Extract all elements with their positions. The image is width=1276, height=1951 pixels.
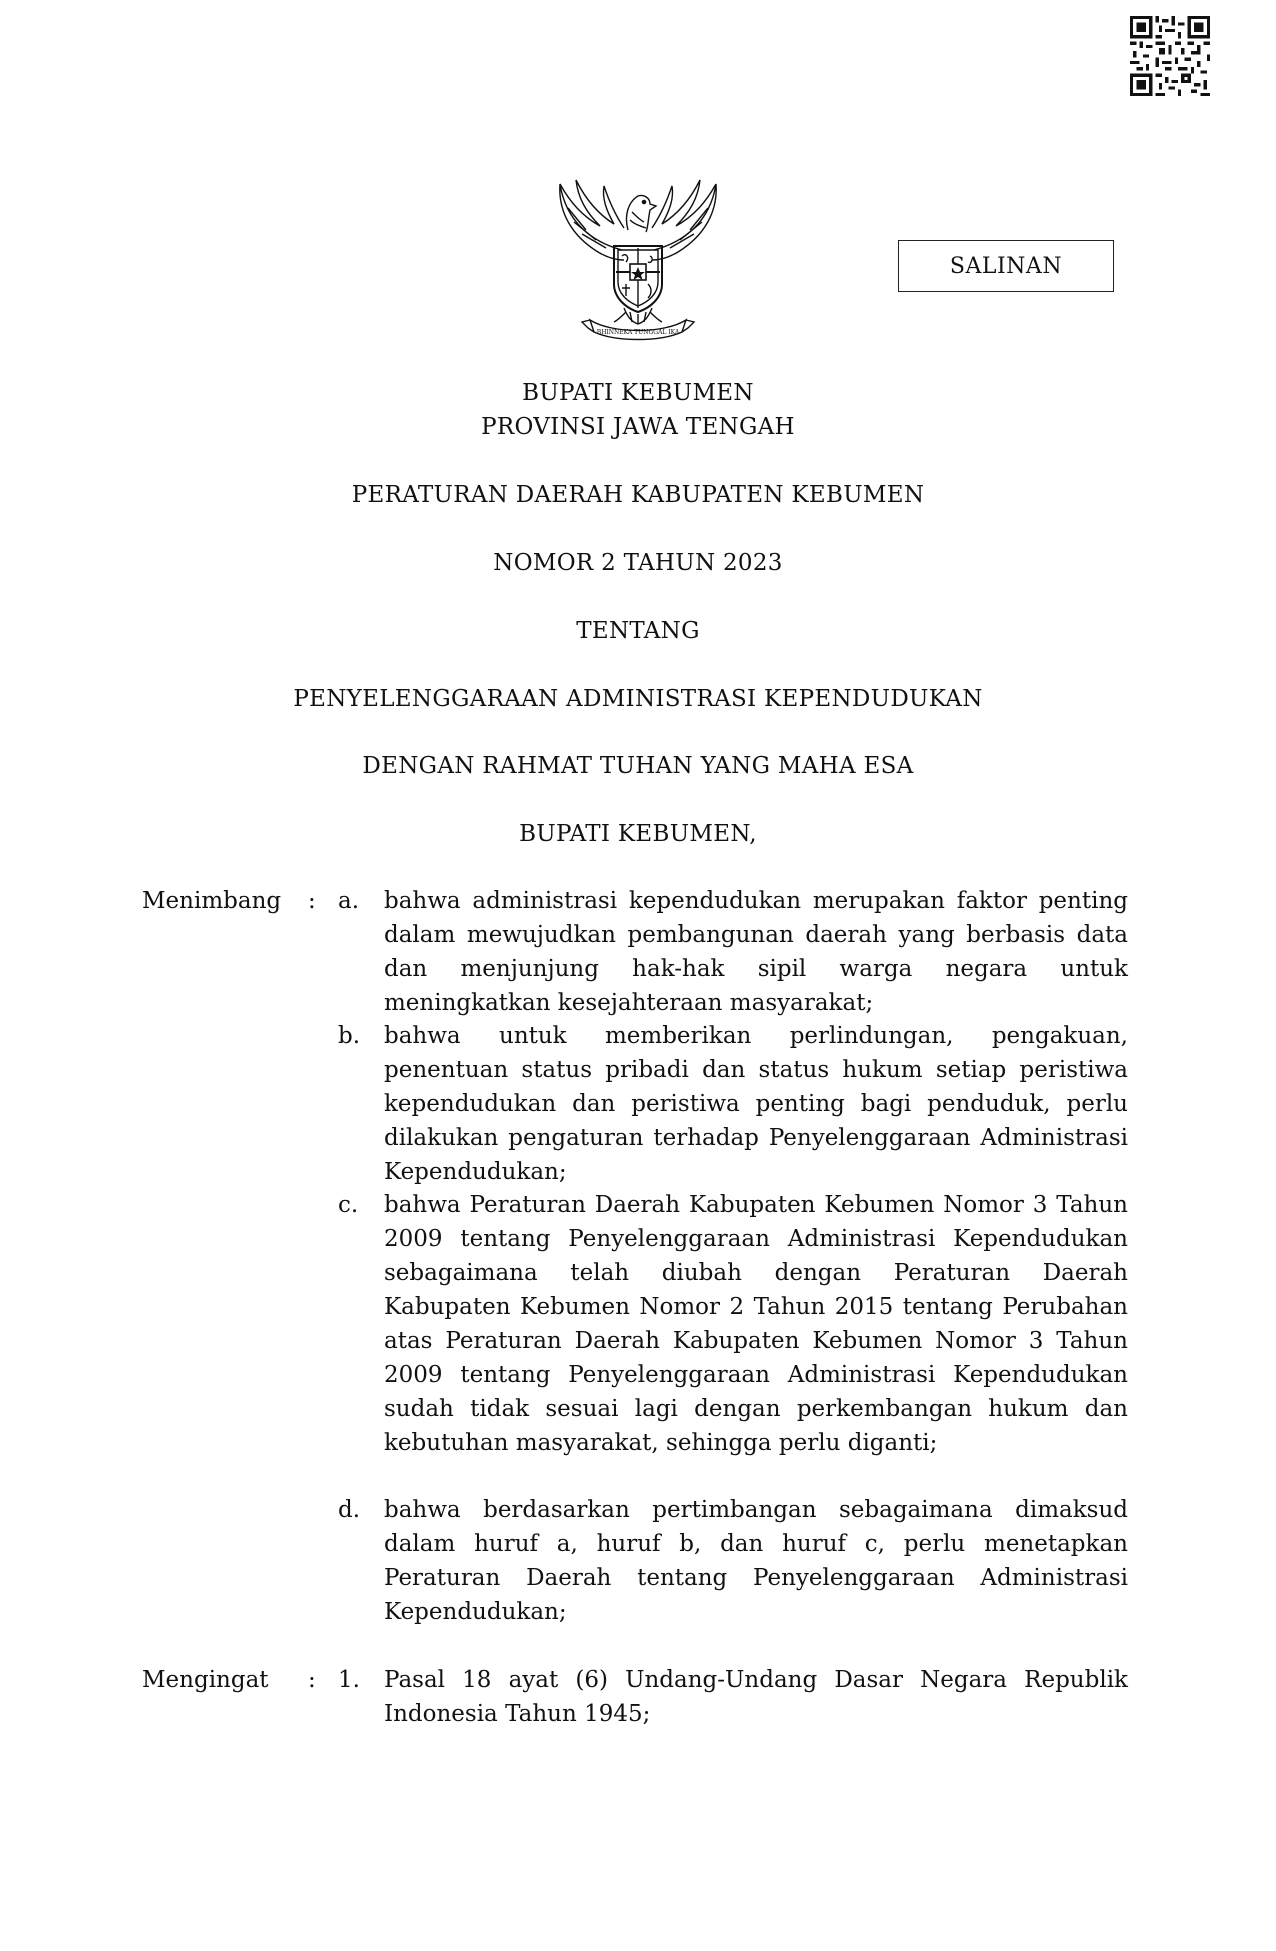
qr-code	[1130, 16, 1210, 96]
menimbang-item-d-letter: d.	[338, 1497, 361, 1523]
about-heading: TENTANG	[576, 618, 700, 644]
menimbang-item-b-letter: b.	[338, 1023, 361, 1049]
menimbang-item-a-letter: a.	[338, 888, 360, 914]
regulation-title: PERATURAN DAERAH KABUPATEN KEBUMEN	[351, 482, 925, 508]
menimbang-item-d-text: bahwa berdasarkan pertimbangan sebagaimana dimaksud dalam huruf a, huruf b, dan huruf c, perlu menetapkan Peraturan Daerah tentang Penyelenggaraan Administrasi Kependudukan;	[384, 1497, 1128, 1625]
invocation: DENGAN RAHMAT TUHAN YANG MAHA ESA	[362, 753, 914, 779]
menimbang-item-c-text: bahwa Peraturan Daerah Kabupaten Kebumen Nomor 3 Tahun 2009 tentang Penyelenggaraan Administrasi Kependudukan sebagaimana telah diubah dengan Peraturan Daerah Kabupaten Kebumen Nomor 2 Tahun 2015 tentang Perubahan atas Peraturan Daerah Kabupaten Kebumen Nomor 3 Tahun 2009 tentang Penyelenggaraan Administrasi Kependudukan sudah tidak sesuai lagi dengan perkembangan hukum dan kebutuhan masyarakat, sehingga perlu diganti;	[384, 1192, 1128, 1456]
menimbang-colon: :	[308, 888, 316, 914]
regulation-subject: PENYELENGGARAAN ADMINISTRASI KEPENDUDUKAN	[293, 686, 983, 712]
emblem-motto: BHINNEKA TUNGGAL IKA	[596, 329, 680, 336]
mengingat-colon: :	[308, 1667, 316, 1693]
menimbang-item-a-text: bahwa administrasi kependudukan merupakan faktor penting dalam mewujudkan pembangunan daerah yang berbasis data dan menjunjung hak-hak sipil warga negara untuk meningkatkan kesejahteraan masyarakat;	[384, 888, 1128, 1016]
regulation-number: NOMOR 2 TAHUN 2023	[493, 550, 783, 576]
menimbang-label: Menimbang	[142, 888, 282, 914]
menimbang-item-b-text: bahwa untuk memberikan perlindungan, pengakuan, penentuan status pribadi dan status hukum setiap peristiwa kependudukan dan peristiwa penting bagi penduduk, perlu dilakukan pengaturan terhadap Penyelenggaraan Administrasi Kependudukan;	[384, 1023, 1128, 1185]
issuer-signature-heading: BUPATI KEBUMEN,	[519, 821, 757, 847]
menimbang-item-c-letter: c.	[338, 1192, 359, 1218]
garuda-emblem-icon	[552, 172, 724, 342]
mengingat-item-1-number: 1.	[338, 1667, 360, 1693]
salinan-box	[898, 240, 1114, 292]
province-title: PROVINSI JAWA TENGAH	[481, 414, 795, 440]
issuer-title: BUPATI KEBUMEN	[522, 380, 754, 406]
mengingat-item-1-text: Pasal 18 ayat (6) Undang-Undang Dasar Negara Republik Indonesia Tahun 1945;	[384, 1667, 1128, 1727]
mengingat-label: Mengingat	[142, 1667, 269, 1693]
salinan-label: SALINAN	[949, 253, 1063, 279]
